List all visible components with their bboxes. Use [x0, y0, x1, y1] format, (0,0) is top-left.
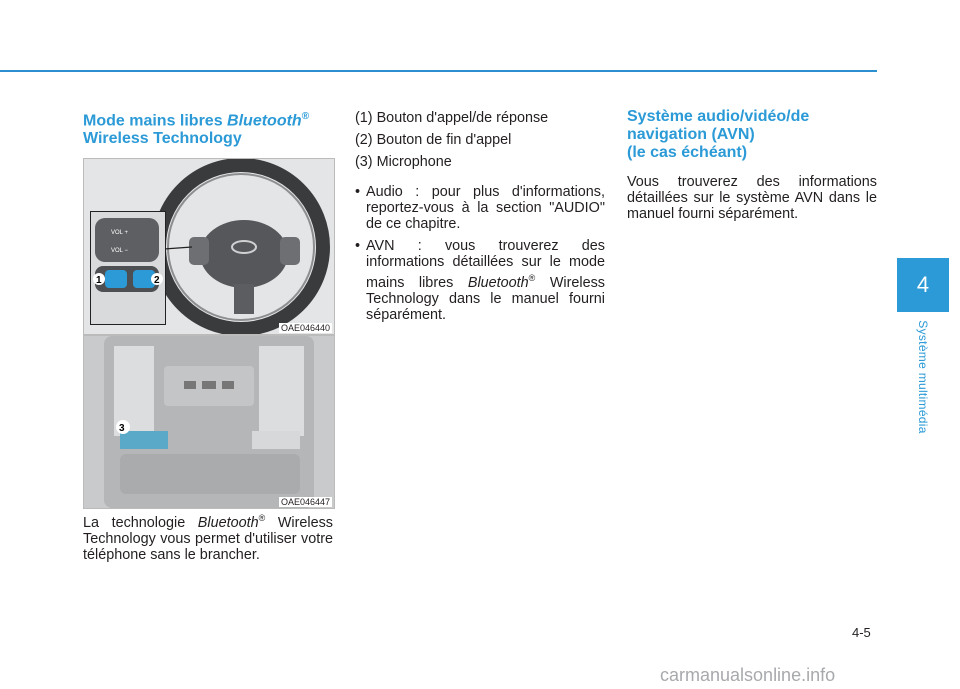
- bluetooth-paragraph-block: [83, 510, 333, 563]
- buttons-closeup: [91, 212, 165, 324]
- section-side-label: [897, 312, 949, 442]
- vol-minus-label: VOL −: [111, 248, 128, 254]
- overhead-console-illustration: [84, 336, 334, 508]
- item-call-answer: (1) Bouton d'appel/de réponse: [355, 110, 549, 126]
- section-tab: 4: [897, 258, 949, 312]
- bluetooth-heading: Mode mains libres Bluetooth® Wireless Technology: [83, 111, 310, 148]
- figure-code: OAE046447: [280, 497, 330, 507]
- callout-1: 1: [96, 275, 102, 286]
- overhead-console-figure: [83, 335, 335, 509]
- watermark: carmanualsonline.info: [660, 665, 836, 685]
- vol-plus-label: VOL +: [111, 230, 128, 236]
- page-number: 4-5: [852, 625, 871, 640]
- section-title: Système multimédia: [916, 320, 930, 434]
- top-rule: [0, 70, 877, 72]
- bluetooth-paragraph: La technologie Bluetooth® Wireless Technology vous permet d'utiliser votre téléphone sans le brancher.: [83, 513, 333, 563]
- button-callout-box: [90, 211, 166, 325]
- column-3: [627, 108, 877, 222]
- item-call-end: (2) Bouton de fin d'appel: [355, 132, 512, 148]
- callout-3: 3: [119, 423, 125, 434]
- column-2: [355, 110, 605, 323]
- bullet-avn: • AVN : vous trouverez des informations détaillées sur le mode mains libres Bluetooth® Wireless Technology dans le manuel fourni séparément.: [355, 238, 605, 323]
- figure-code: OAE046440: [280, 323, 330, 333]
- avn-heading: Système audio/vidéo/de navigation (AVN) (le cas échéant): [627, 108, 810, 161]
- steering-wheel-figure: [83, 158, 335, 335]
- callout-2: 2: [154, 275, 160, 286]
- column-1: [83, 108, 333, 148]
- item-microphone: (3) Microphone: [355, 154, 452, 170]
- bullet-audio: • Audio : pour plus d'informations, reportez-vous à la section "AUDIO" de ce chapitre.: [355, 184, 605, 232]
- avn-paragraph: Vous trouverez des informations détaillées sur le système AVN dans le manuel fourni séparément.: [627, 174, 877, 222]
